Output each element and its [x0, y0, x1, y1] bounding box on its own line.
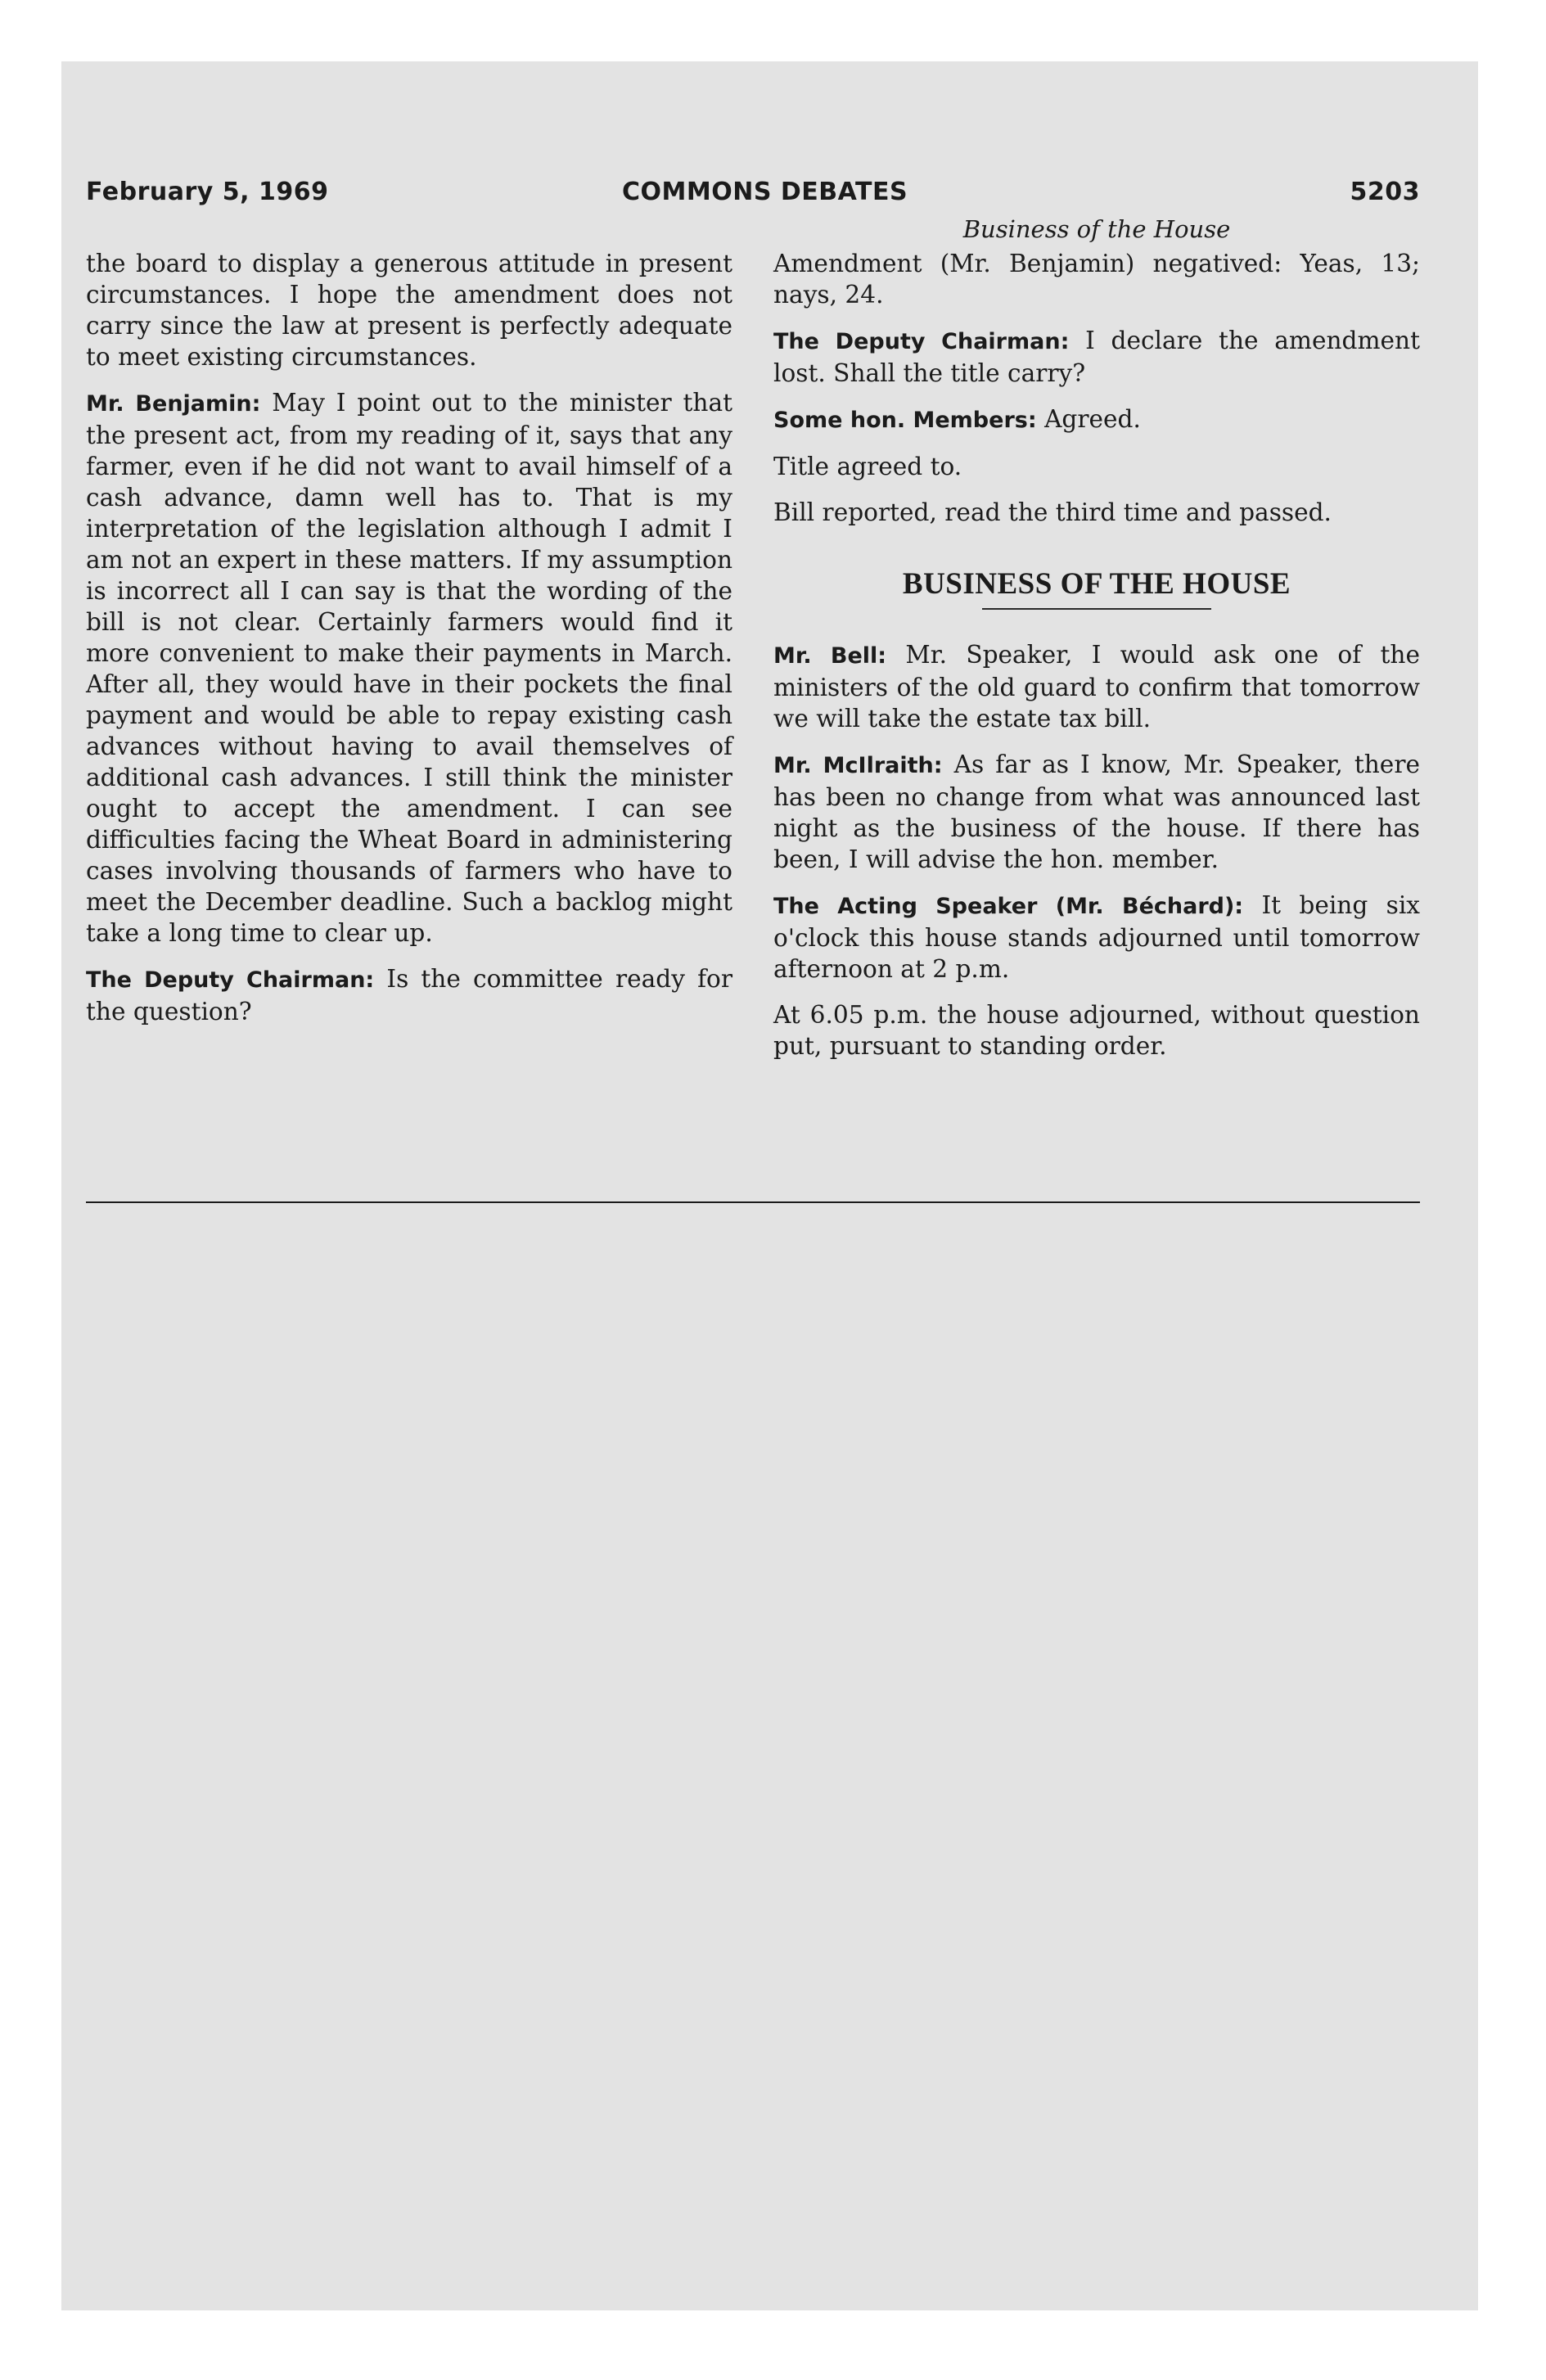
paragraph-text: Amendment (Mr. Benjamin) negatived: Yeas, 13; nays, 24.	[773, 250, 1420, 309]
paragraph	[773, 451, 1420, 482]
paragraph-text: the board to display a generous attitude in present circumstances. I hope the amendment does not carry since the law at present is perfectly adequate to meet existing circumstances.	[86, 250, 732, 371]
scanned-page	[61, 61, 1478, 2310]
paragraph-text: I declare the amendment lost. Shall the title carry?	[773, 327, 1420, 387]
header-page-number: 5203	[1350, 178, 1420, 206]
section-heading: BUSINESS OF THE HOUSE	[902, 567, 1291, 601]
right-column	[773, 248, 1420, 1076]
heading-underline	[982, 608, 1211, 610]
left-column	[86, 248, 732, 1042]
running-head: Business of the House	[962, 215, 1231, 243]
paragraph-text: At 6.05 p.m. the house adjourned, without question put, pursuant to standing order.	[773, 1001, 1420, 1060]
paragraph	[86, 963, 732, 1027]
page-header	[86, 178, 1420, 210]
paragraph	[86, 248, 732, 372]
paragraph-text: May I point out to the minister that the present act, from my reading of it, says that any farmer, even if he did not want to avail himself of a cash advance, damn well has to. That is my interpretation of the legislation although I admit I am not an expert in these matters. If my assumption is incorrect all I can say is that the wording of the bill is not clear. Certainly farmers would find it more convenient to make their payments in March. After all, they would have in their pockets the final payment and would be able to repay existing cash advances without having to avail themselves of additional cash advances. I still think the minister ought to accept the amendment. I can see difficulties facing the Wheat Board in administering cases involving thousands of farmers who have to meet the December deadline. Such a backlog might take a long time to clear up.	[86, 389, 732, 947]
speaker-name: The Deputy Chairman:	[773, 329, 1070, 354]
paragraph-text: It being six o'clock this house stands adjourned until tomorrow afternoon at 2 p.m.	[773, 891, 1420, 983]
header-title: COMMONS DEBATES	[622, 178, 908, 206]
paragraph	[773, 890, 1420, 985]
paragraph-text: Is the committee ready for the question?	[86, 965, 732, 1025]
paragraph	[773, 497, 1420, 528]
page-bottom-rule	[86, 1201, 1420, 1203]
section-heading-block	[773, 569, 1420, 610]
paragraph-text: Title agreed to.	[773, 453, 962, 480]
paragraph	[773, 749, 1420, 875]
speaker-name: The Acting Speaker (Mr. Béchard):	[773, 894, 1244, 919]
paragraph	[773, 403, 1420, 436]
paragraph-text: Bill reported, read the third time and passed.	[773, 498, 1332, 526]
paragraph-text: Agreed.	[1044, 405, 1141, 433]
speaker-name: The Deputy Chairman:	[86, 967, 375, 993]
paragraph	[773, 639, 1420, 734]
paragraph-text: As far as I know, Mr. Speaker, there has been no change from what was announced last night as the business of the house. If there has been, I will advise the hon. member.	[773, 751, 1420, 873]
paragraph	[773, 325, 1420, 389]
paragraph	[773, 999, 1420, 1062]
speaker-name: Mr. Bell:	[773, 643, 887, 669]
speaker-name: Mr. Benjamin:	[86, 391, 261, 417]
speaker-name: Some hon. Members:	[773, 408, 1037, 433]
header-date: February 5, 1969	[86, 178, 329, 206]
paragraph	[86, 387, 732, 949]
paragraph	[773, 248, 1420, 310]
paragraph-text: Mr. Speaker, I would ask one of the ministers of the old guard to confirm that tomorrow we will take the estate tax bill.	[773, 641, 1420, 732]
speaker-name: Mr. McIlraith:	[773, 753, 943, 778]
